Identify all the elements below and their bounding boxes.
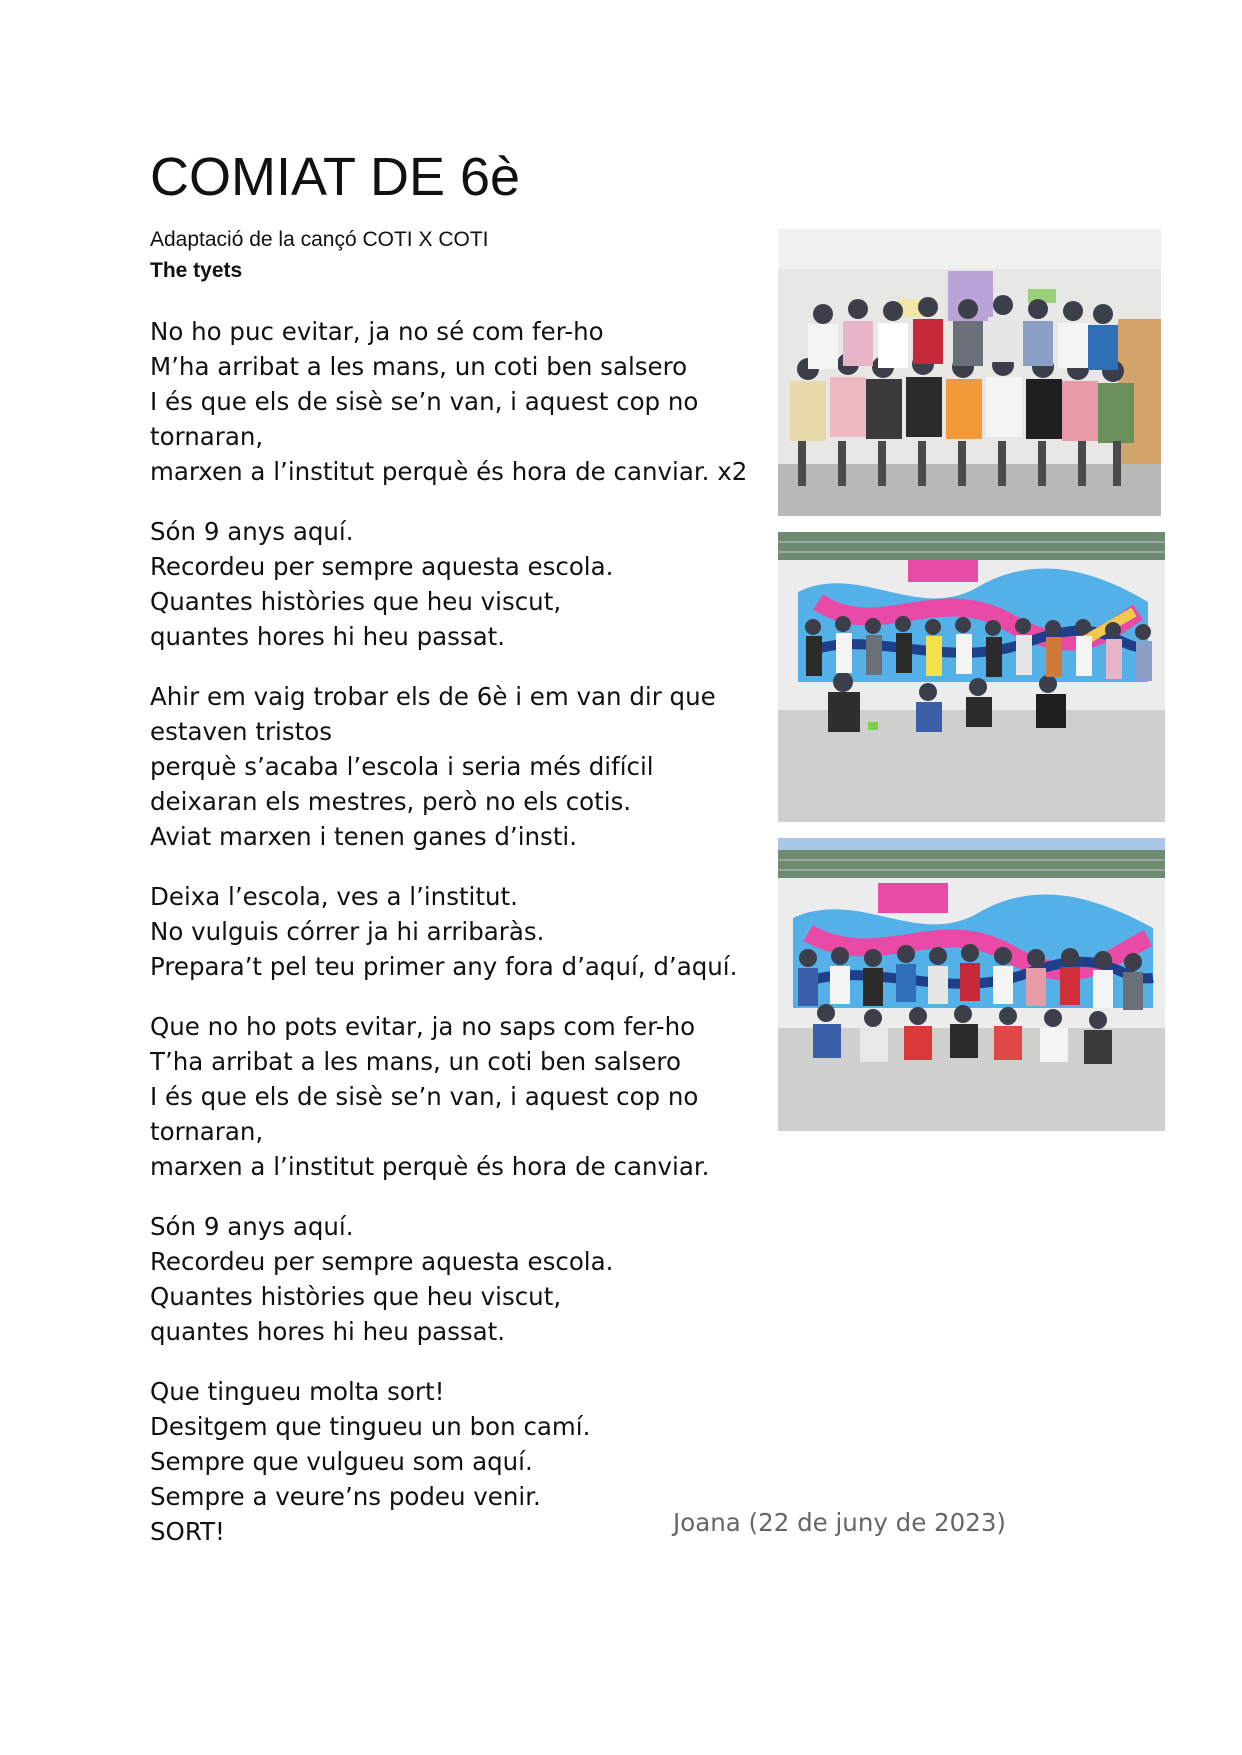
band-name: The tyets: [150, 259, 243, 282]
lyric-line: Deixa l’escola, ves a l’institut.: [150, 882, 518, 911]
lyric-line: Que tingueu molta sort!: [150, 1377, 445, 1406]
lyric-line: I és que els de sisè se’n van, i aquest cop no: [150, 1082, 699, 1111]
stanza: [150, 1009, 770, 1184]
lyric-line: Ahir em vaig trobar els de 6è i em van dir que: [150, 682, 716, 711]
lyric-line: Són 9 anys aquí.: [150, 1212, 354, 1241]
lyric-line: tornaran,: [150, 422, 264, 451]
lyric-line: estaven tristos: [150, 717, 332, 746]
author-credit: Joana (22 de juny de 2023): [673, 1508, 1006, 1537]
lyric-line: I és que els de sisè se’n van, i aquest cop no: [150, 387, 699, 416]
lyric-line: marxen a l’institut perquè és hora de canviar.: [150, 1152, 710, 1181]
lyric-line: Prepara’t pel teu primer any fora d’aquí, d’aquí.: [150, 952, 738, 981]
stanza: [150, 314, 770, 489]
class-photo-classroom: [778, 229, 1161, 516]
class-photo-graffiti-1: [778, 532, 1165, 822]
lyric-line: deixaran els mestres, però no els cotis.: [150, 787, 632, 816]
class-photo-graffiti-2: [778, 838, 1165, 1131]
lyric-line: perquè s’acaba l’escola i seria més difícil: [150, 752, 654, 781]
lyric-line: Recordeu per sempre aquesta escola.: [150, 1247, 614, 1276]
lyric-line: T’ha arribat a les mans, un coti ben salsero: [150, 1047, 681, 1076]
song-subtitle: Adaptació de la cançó COTI X COTI: [150, 228, 489, 251]
lyric-line: SORT!: [150, 1517, 225, 1546]
stanza: [150, 879, 770, 984]
lyric-line: No ho puc evitar, ja no sé com fer-ho: [150, 317, 604, 346]
stanza: [150, 679, 770, 854]
lyrics: [150, 314, 770, 1574]
lyric-line: tornaran,: [150, 1117, 264, 1146]
lyric-line: No vulguis córrer ja hi arribaràs.: [150, 917, 545, 946]
lyric-line: Que no ho pots evitar, ja no saps com fer-ho: [150, 1012, 696, 1041]
lyric-line: Quantes històries que heu viscut,: [150, 587, 562, 616]
page-title: COMIAT DE 6è: [150, 147, 521, 207]
lyric-line: Aviat marxen i tenen ganes d’insti.: [150, 822, 578, 851]
lyric-line: Sempre a veure’ns podeu venir.: [150, 1482, 541, 1511]
lyric-line: Desitgem que tingueu un bon camí.: [150, 1412, 591, 1441]
stanza: [150, 514, 770, 654]
lyric-line: Són 9 anys aquí.: [150, 517, 354, 546]
lyric-line: Recordeu per sempre aquesta escola.: [150, 552, 614, 581]
lyric-line: Quantes històries que heu viscut,: [150, 1282, 562, 1311]
lyric-line: marxen a l’institut perquè és hora de canviar. x2: [150, 457, 748, 486]
lyric-line: Sempre que vulgueu som aquí.: [150, 1447, 533, 1476]
lyric-line: M’ha arribat a les mans, un coti ben salsero: [150, 352, 688, 381]
stanza: [150, 1209, 770, 1349]
lyric-line: quantes hores hi heu passat.: [150, 622, 506, 651]
lyric-line: quantes hores hi heu passat.: [150, 1317, 506, 1346]
